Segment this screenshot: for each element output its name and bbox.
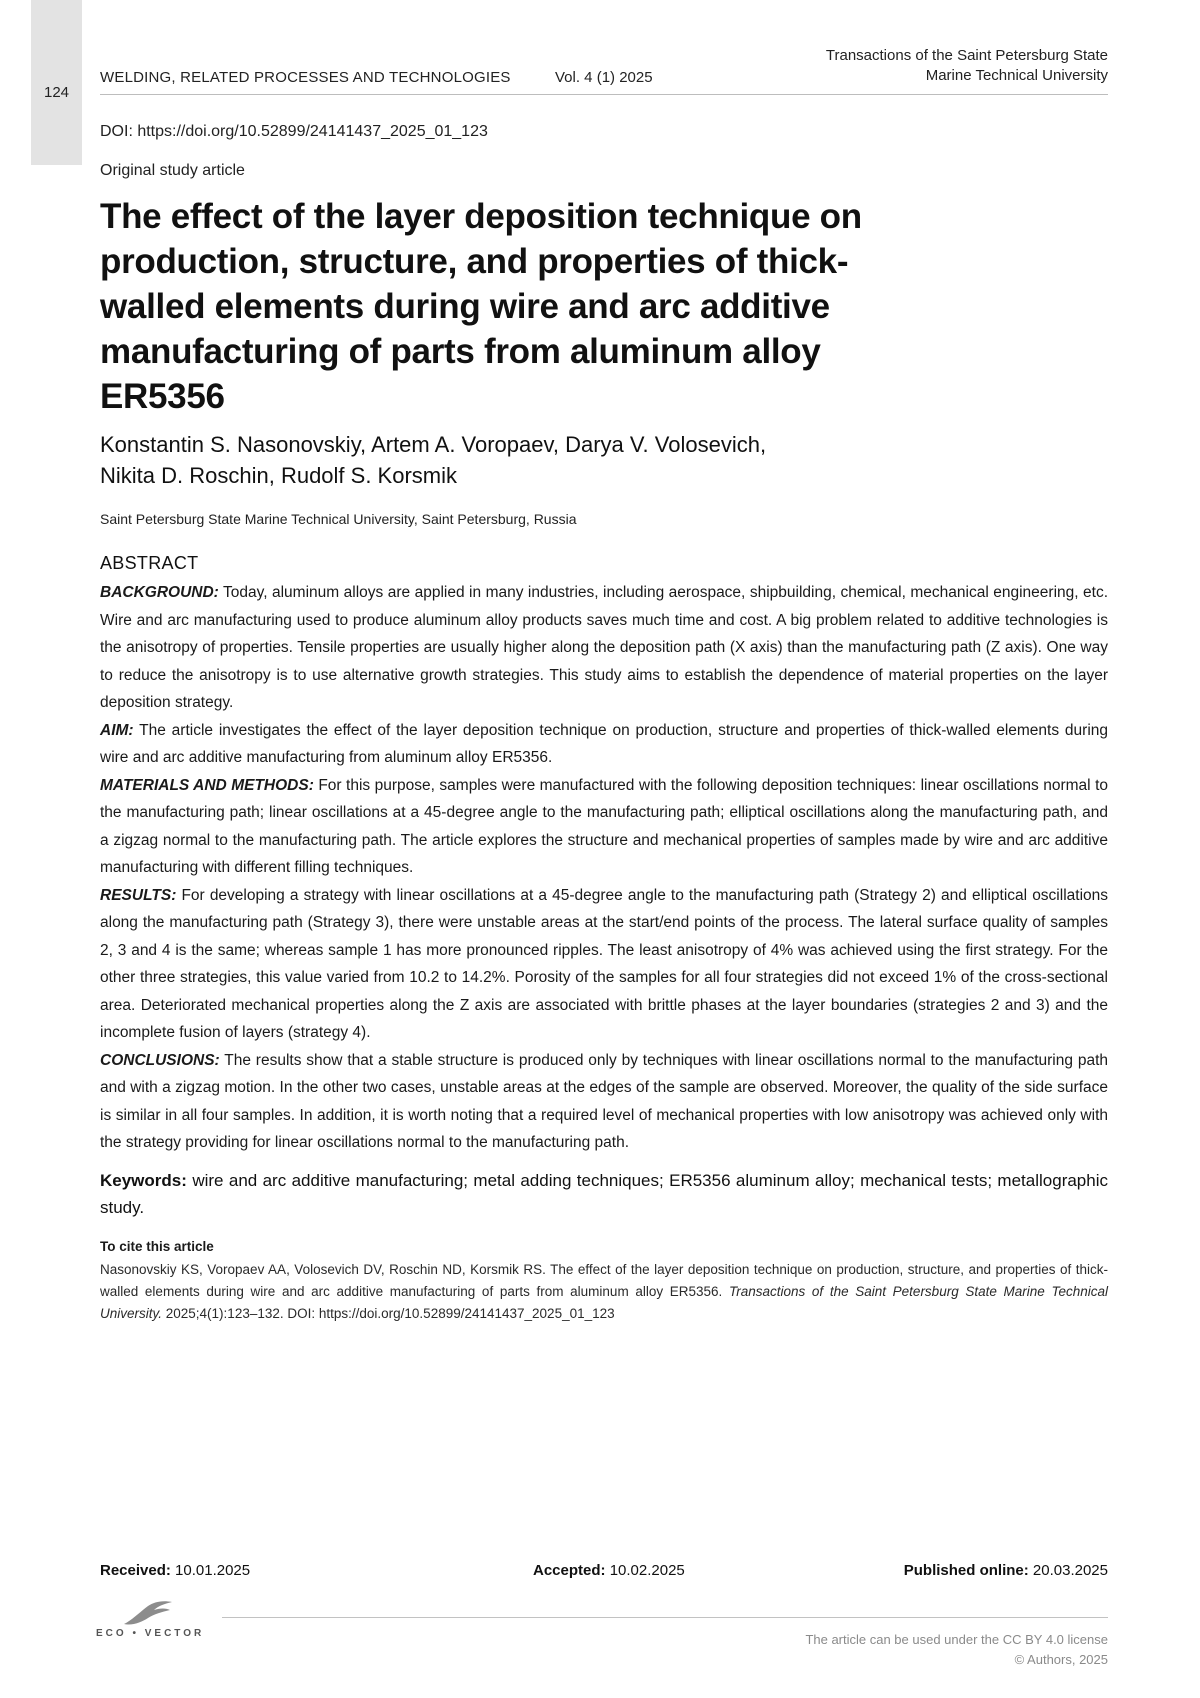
abstract-background bbox=[100, 579, 1108, 717]
publisher-logo-text: ECO • VECTOR bbox=[96, 1628, 205, 1639]
article-title: The effect of the layer deposition technique on production, structure, and properties of thick-walled elements during wire and arc additive manufacturing of parts from aluminum alloy ER5356 bbox=[100, 197, 862, 416]
page-number: 124 bbox=[43, 84, 70, 101]
background-label: BACKGROUND: bbox=[100, 584, 219, 601]
published-date bbox=[904, 1562, 1108, 1579]
conclusions-text: The results show that a stable structure is produced only by techniques with linear oscillations normal to the manufacturing path and with a zigzag motion. In the other two cases, unstable areas at the edges of the sample are observed. Moreover, the quality of the side surface is similar in all four samples. In addition, it is worth noting that a required level of mechanical properties with low anisotropy was achieved only with the strategy providing for linear oscillations normal to the manufacturing path. bbox=[100, 1051, 1108, 1151]
published-value: 20.03.2025 bbox=[1032, 1562, 1108, 1579]
license-note bbox=[805, 1630, 1108, 1670]
license-line: The article can be used under the CC BY 4.0 license bbox=[805, 1632, 1108, 1647]
abstract-aim bbox=[100, 717, 1108, 772]
conclusions-label: CONCLUSIONS: bbox=[100, 1051, 220, 1069]
citation-main: Nasonovskiy KS, Voropaev AA, Volosevich DV, Roschin ND, Korsmik RS. The effect of the layer deposition technique on production, structure, and properties of thick-walled elements during wire and arc additive manufacturing of parts from aluminum alloy ER5356. bbox=[100, 1261, 1108, 1299]
keywords-text: wire and arc additive manufacturing; metal adding techniques; ER5356 aluminum alloy; mechanical tests; metallographic study. bbox=[100, 1170, 1108, 1217]
keywords-label: Keywords: bbox=[100, 1170, 187, 1190]
article-dates bbox=[100, 1562, 1108, 1582]
received-date bbox=[100, 1562, 250, 1579]
background-text: Today, aluminum alloys are applied in many industries, including aerospace, shipbuilding, chemical, mechanical engineering, etc. Wire and arc manufacturing used to produce aluminum alloy products saves much time and cost. A big problem related to additive technologies is the anisotropy of properties. Tensile properties are usually higher along the deposition path (X axis) than the manufacturing path (Z axis). One way to reduce the anisotropy is to use alternative growth strategies. This study aims to establish the dependence of material properties on the layer deposition strategy. bbox=[100, 584, 1109, 711]
results-text: For developing a strategy with linear oscillations at a 45-degree angle to the manufacturing path (Strategy 2) and elliptical oscillations along the manufacturing path (Strategy 3), there were unstable areas at the start/end points of the process. The lateral surface quality of samples 2, 3 and 4 is the same; whereas sample 1 has more pronounced ripples. The least anisotropy of 4% was achieved using the first strategy. For the other three strategies, this value varied from 10.2 to 14.2%. Porosity of the samples for all four strategies did not exceed 1% of the cross-sectional area. Deteriorated mechanical properties along the Z axis are associated with brittle phases at the layer boundaries (strategies 2 and 3) and the incomplete fusion of layers (strategy 4). bbox=[100, 886, 1109, 1041]
abstract-conclusions bbox=[100, 1047, 1108, 1157]
affiliation: Saint Petersburg State Marine Technical University, Saint Petersburg, Russia bbox=[100, 511, 577, 527]
accepted-date bbox=[533, 1562, 685, 1579]
copyright-line: © Authors, 2025 bbox=[1014, 1652, 1108, 1667]
received-label: Received: bbox=[100, 1562, 171, 1579]
aim-label: AIM: bbox=[100, 721, 134, 739]
abstract-methods bbox=[100, 772, 1108, 882]
accepted-label: Accepted: bbox=[533, 1562, 606, 1579]
article-front-matter bbox=[100, 120, 1108, 1325]
citation-text bbox=[100, 1259, 1108, 1325]
article-type: Original study article bbox=[100, 162, 245, 179]
running-head-section: WELDING, RELATED PROCESSES AND TECHNOLOGIES bbox=[100, 69, 511, 86]
citation-heading: To cite this article bbox=[100, 1238, 214, 1254]
running-head-volume: Vol. 4 (1) 2025 bbox=[555, 69, 653, 86]
bird-logo-icon bbox=[118, 1596, 178, 1628]
footer-divider bbox=[222, 1617, 1108, 1618]
keywords bbox=[100, 1167, 1108, 1221]
citation-journal: Transactions of the Saint Petersburg State Marine Technical University. bbox=[100, 1283, 1108, 1321]
journal-name-line2: Marine Technical University bbox=[925, 67, 1108, 84]
received-value: 10.01.2025 bbox=[175, 1562, 251, 1579]
abstract-results bbox=[100, 882, 1108, 1047]
publisher-logo bbox=[96, 1596, 206, 1646]
authors-line1: Konstantin S. Nasonovskiy, Artem A. Voropaev, Darya V. Volosevich, bbox=[100, 432, 767, 457]
aim-text: The article investigates the effect of the layer deposition technique on production, structure and properties of thick-walled elements during wire and arc additive manufacturing from aluminum alloy ER5356. bbox=[100, 721, 1109, 766]
accepted-value: 10.02.2025 bbox=[609, 1562, 685, 1579]
published-label: Published online: bbox=[903, 1562, 1029, 1579]
authors-line2: Nikita D. Roschin, Rudolf S. Korsmik bbox=[100, 463, 457, 488]
author-list bbox=[100, 429, 860, 491]
citation-tail: 2025;4(1):123–132. DOI: https://doi.org/10.52899/24141437_2025_01_123 bbox=[162, 1305, 615, 1321]
abstract-heading: ABSTRACT bbox=[100, 553, 199, 573]
methods-text: For this purpose, samples were manufactured with the following deposition techniques: linear oscillations normal to the manufacturing path; linear oscillations at a 45-degree angle to the manufacturing path; elliptical oscillations along the manufacturing path, and a zigzag normal to the manufacturing path. The article explores the structure and mechanical properties of samples made by wire and arc additive manufacturing with different filling techniques. bbox=[100, 776, 1108, 876]
running-head-journal bbox=[748, 46, 1108, 86]
results-label: RESULTS: bbox=[100, 886, 177, 904]
methods-label: MATERIALS AND METHODS: bbox=[100, 776, 314, 794]
journal-name-line1: Transactions of the Saint Petersburg State bbox=[825, 47, 1108, 64]
doi-link[interactable]: DOI: https://doi.org/10.52899/24141437_2025_01_123 bbox=[100, 123, 488, 140]
running-head bbox=[100, 44, 1108, 95]
page-side-tab bbox=[31, 0, 82, 165]
